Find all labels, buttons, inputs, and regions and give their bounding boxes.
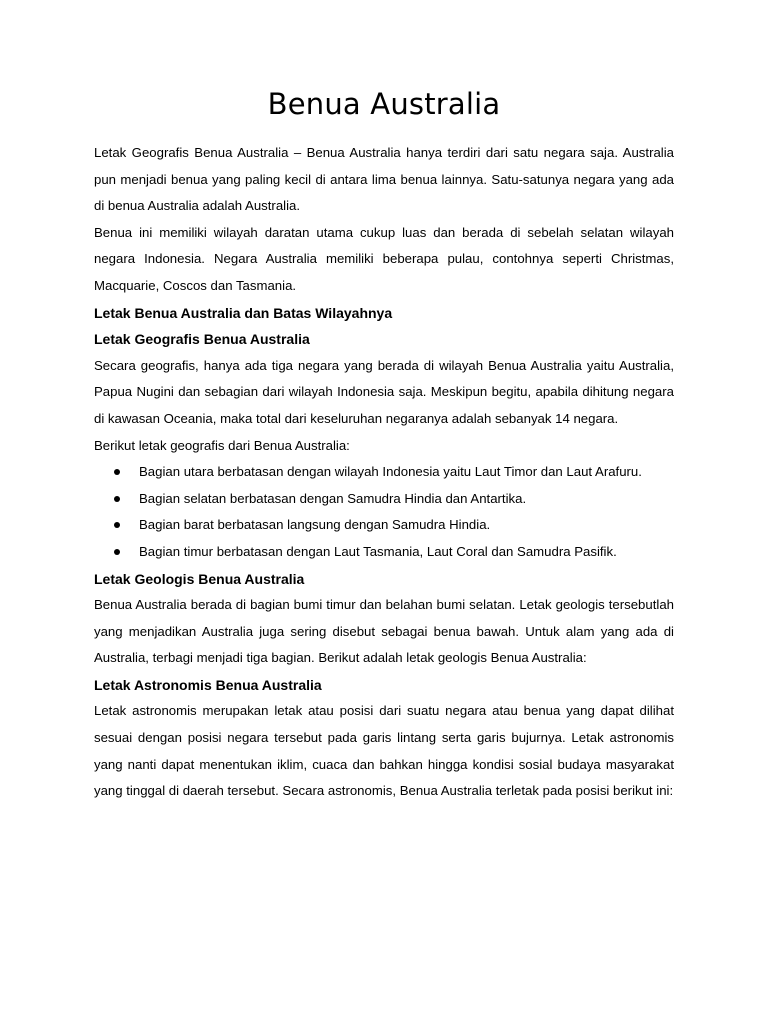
document-title: Benua Australia bbox=[267, 87, 501, 121]
list-item bbox=[94, 539, 674, 566]
geografis-bullet-list bbox=[94, 459, 674, 565]
list-item bbox=[94, 459, 674, 486]
list-item bbox=[94, 512, 674, 539]
list-item-text: Bagian utara berbatasan dengan wilayah Indonesia yaitu Laut Timor dan Laut Arafuru. bbox=[139, 464, 642, 480]
bullet-icon bbox=[114, 496, 120, 502]
intro-paragraph-2: Benua ini memiliki wilayah daratan utama cukup luas dan berada di sebelah selatan wilayah negara Indonesia. Negara Australia memiliki beberapa pulau, contohnya seperti Christmas, Macquarie, Coscos dan Tasmania. bbox=[94, 224, 674, 293]
bullet-icon bbox=[114, 549, 120, 555]
astronomis-paragraph: Letak astronomis merupakan letak atau posisi dari suatu negara atau benua yang dapat dilihat sesuai dengan posisi negara tersebut pada garis lintang serta garis bujurnya. Letak astronomis yang nanti dapat menentukan iklim, cuaca dan bahkan hingga kondisi sosial budaya masyarakat yang tinggal di daerah tersebut. Secara astronomis, Benua Australia terletak pada posisi berikut ini: bbox=[94, 703, 674, 799]
list-item-text: Bagian barat berbatasan langsung dengan Samudra Hindia. bbox=[139, 517, 491, 533]
geografis-list-intro: Berikut letak geografis dari Benua Australia: bbox=[94, 437, 350, 453]
geologis-paragraph: Benua Australia berada di bagian bumi timur dan belahan bumi selatan. Letak geologis tersebutlah yang menjadikan Australia juga sering disebut sebagai benua bawah. Untuk alam yang ada di Australia, terbagi menjadi tiga bagian. Berikut adalah letak geologis Benua Australia: bbox=[94, 597, 674, 666]
list-item-text: Bagian selatan berbatasan dengan Samudra Hindia dan Antartika. bbox=[139, 490, 527, 506]
geografis-heading: Letak Geografis Benua Australia bbox=[94, 331, 310, 348]
section-main-heading: Letak Benua Australia dan Batas Wilayahnya bbox=[94, 304, 393, 321]
list-item bbox=[94, 486, 674, 513]
astronomis-heading: Letak Astronomis Benua Australia bbox=[94, 676, 322, 693]
document-page bbox=[94, 84, 674, 805]
bullet-icon bbox=[114, 522, 120, 528]
geografis-paragraph: Secara geografis, hanya ada tiga negara yang berada di wilayah Benua Australia yaitu Australia, Papua Nugini dan sebagian dari wilayah Indonesia saja. Meskipun begitu, apabila dihitung negara di kawasan Oceania, maka total dari keseluruhan negaranya adalah sebanyak 14 negara. bbox=[94, 357, 674, 426]
geologis-heading: Letak Geologis Benua Australia bbox=[94, 570, 305, 587]
bullet-icon bbox=[114, 469, 120, 475]
intro-paragraph-1: Letak Geografis Benua Australia – Benua Australia hanya terdiri dari satu negara saja. Australia pun menjadi benua yang paling kecil di antara lima benua lainnya. Satu-satunya negara yang ada di benua Australia adalah Australia. bbox=[94, 145, 674, 214]
list-item-text: Bagian timur berbatasan dengan Laut Tasmania, Laut Coral dan Samudra Pasifik. bbox=[139, 543, 617, 559]
